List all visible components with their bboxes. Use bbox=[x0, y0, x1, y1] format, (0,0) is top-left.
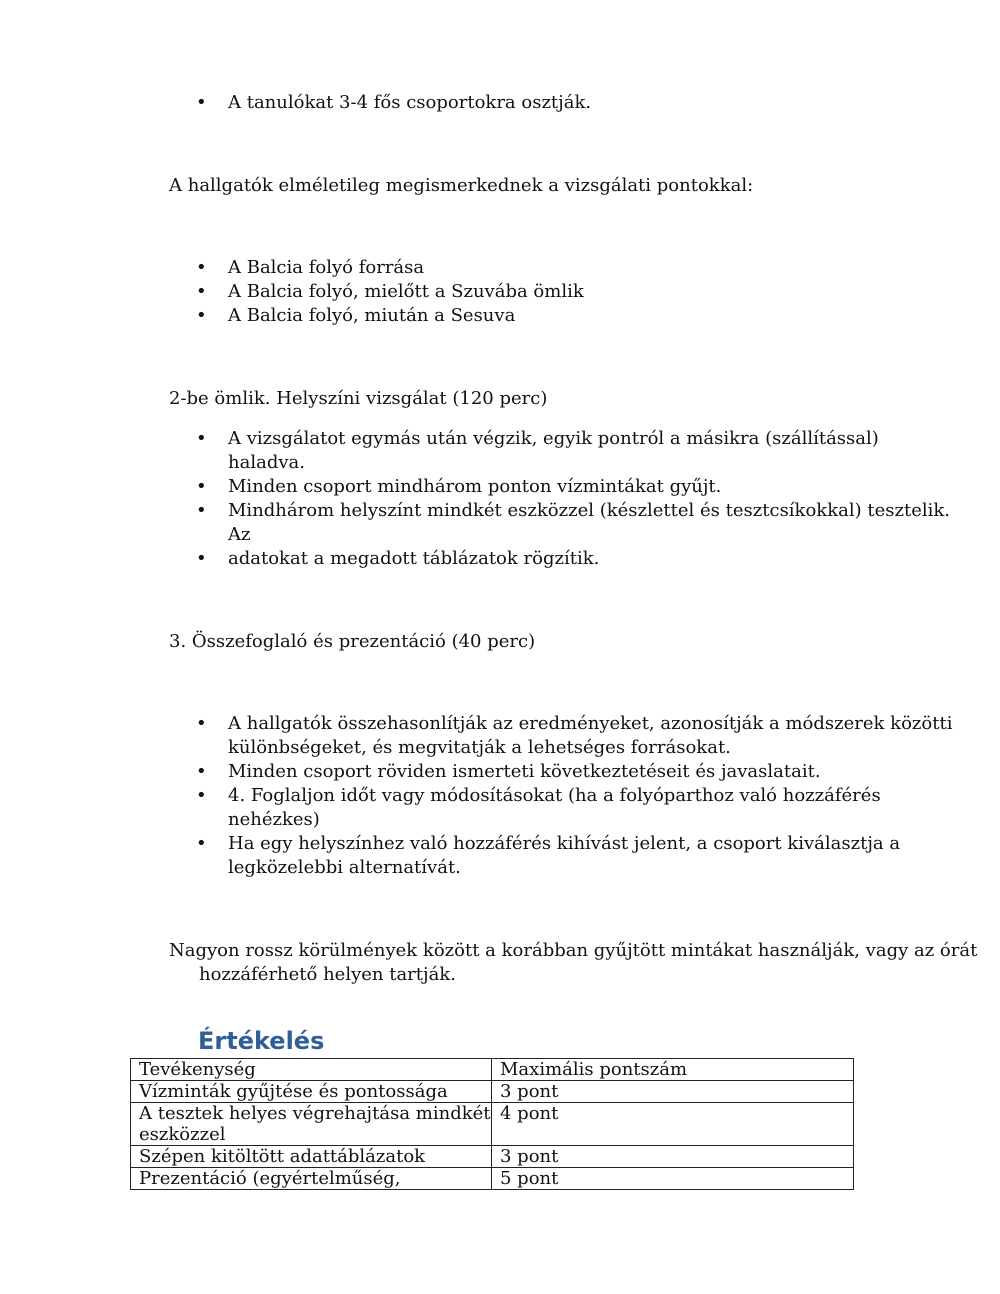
top-bullet-list bbox=[0, 91, 1000, 115]
table-row bbox=[131, 1081, 854, 1103]
list-item: • A vizsgálatot egymás után végzik, egyik pontról a másikra (szállítással) haladva. bbox=[0, 427, 1000, 475]
weather-paragraph: Nagyon rossz körülmények között a korábban gyűjtött mintákat használják, vagy az órát hozzáférhető helyen tartják. bbox=[169, 940, 978, 985]
table-header-row bbox=[131, 1059, 854, 1081]
list-item: • Ha egy helyszínhez való hozzáférés kihívást jelent, a csoport kiválasztja a legközelebbi alternatívát. bbox=[0, 832, 1000, 880]
table-header-cell: Maximális pontszám bbox=[492, 1059, 854, 1081]
intro-paragraph: A hallgatók elméletileg megismerkednek a vizsgálati pontokkal: bbox=[169, 175, 754, 196]
table-cell: Szépen kitöltött adattáblázatok bbox=[131, 1146, 492, 1168]
list-item: • A tanulókat 3-4 fős csoportokra osztják. bbox=[0, 91, 1000, 115]
section3-bullet-list bbox=[0, 712, 1000, 880]
table-cell: 3 pont bbox=[492, 1146, 854, 1168]
table-cell: 3 pont bbox=[492, 1081, 854, 1103]
table-cell: A tesztek helyes végrehajtása mindkét eszközzel bbox=[131, 1103, 492, 1146]
table-cell: 5 pont bbox=[492, 1168, 854, 1190]
table-row bbox=[131, 1146, 854, 1168]
section3-title: 3. Összefoglaló és prezentáció (40 perc) bbox=[169, 631, 536, 652]
list-item: • Minden csoport röviden ismerteti következtetéseit és javaslatait. bbox=[0, 760, 1000, 784]
section2-title: 2-be ömlik. Helyszíni vizsgálat (120 perc) bbox=[169, 388, 548, 409]
table-cell: 4 pont bbox=[492, 1103, 854, 1146]
list-item: • A hallgatók összehasonlítják az eredményeket, azonosítják a módszerek közötti különbségeket, és megvitatják a lehetséges forrásokat. bbox=[0, 712, 1000, 760]
table-row bbox=[131, 1168, 854, 1190]
table-header-cell: Tevékenység bbox=[131, 1059, 492, 1081]
evaluation-table bbox=[130, 1058, 854, 1190]
table-row bbox=[131, 1103, 854, 1146]
table-cell: Vízminták gyűjtése és pontossága bbox=[131, 1081, 492, 1103]
evaluation-heading: Értékelés bbox=[198, 1027, 325, 1055]
list-item: • Minden csoport mindhárom ponton vízmintákat gyűjt. bbox=[0, 475, 1000, 499]
list-item: • A Balcia folyó, miután a Sesuva bbox=[0, 304, 1000, 328]
table-cell: Prezentáció (egyértelműség, bbox=[131, 1168, 492, 1190]
list-item: • Mindhárom helyszínt mindkét eszközzel (készlettel és tesztcsíkokkal) tesztelik. Az bbox=[0, 499, 1000, 547]
list-item: • 4. Foglaljon időt vagy módosításokat (ha a folyóparthoz való hozzáférés nehézkes) bbox=[0, 784, 1000, 832]
section2-bullet-list bbox=[0, 427, 1000, 571]
list-item: • A Balcia folyó forrása bbox=[0, 256, 1000, 280]
list-item: • adatokat a megadott táblázatok rögzítik. bbox=[0, 547, 1000, 571]
list-item: • A Balcia folyó, mielőtt a Szuvába ömlik bbox=[0, 280, 1000, 304]
points-bullet-list bbox=[0, 256, 1000, 328]
